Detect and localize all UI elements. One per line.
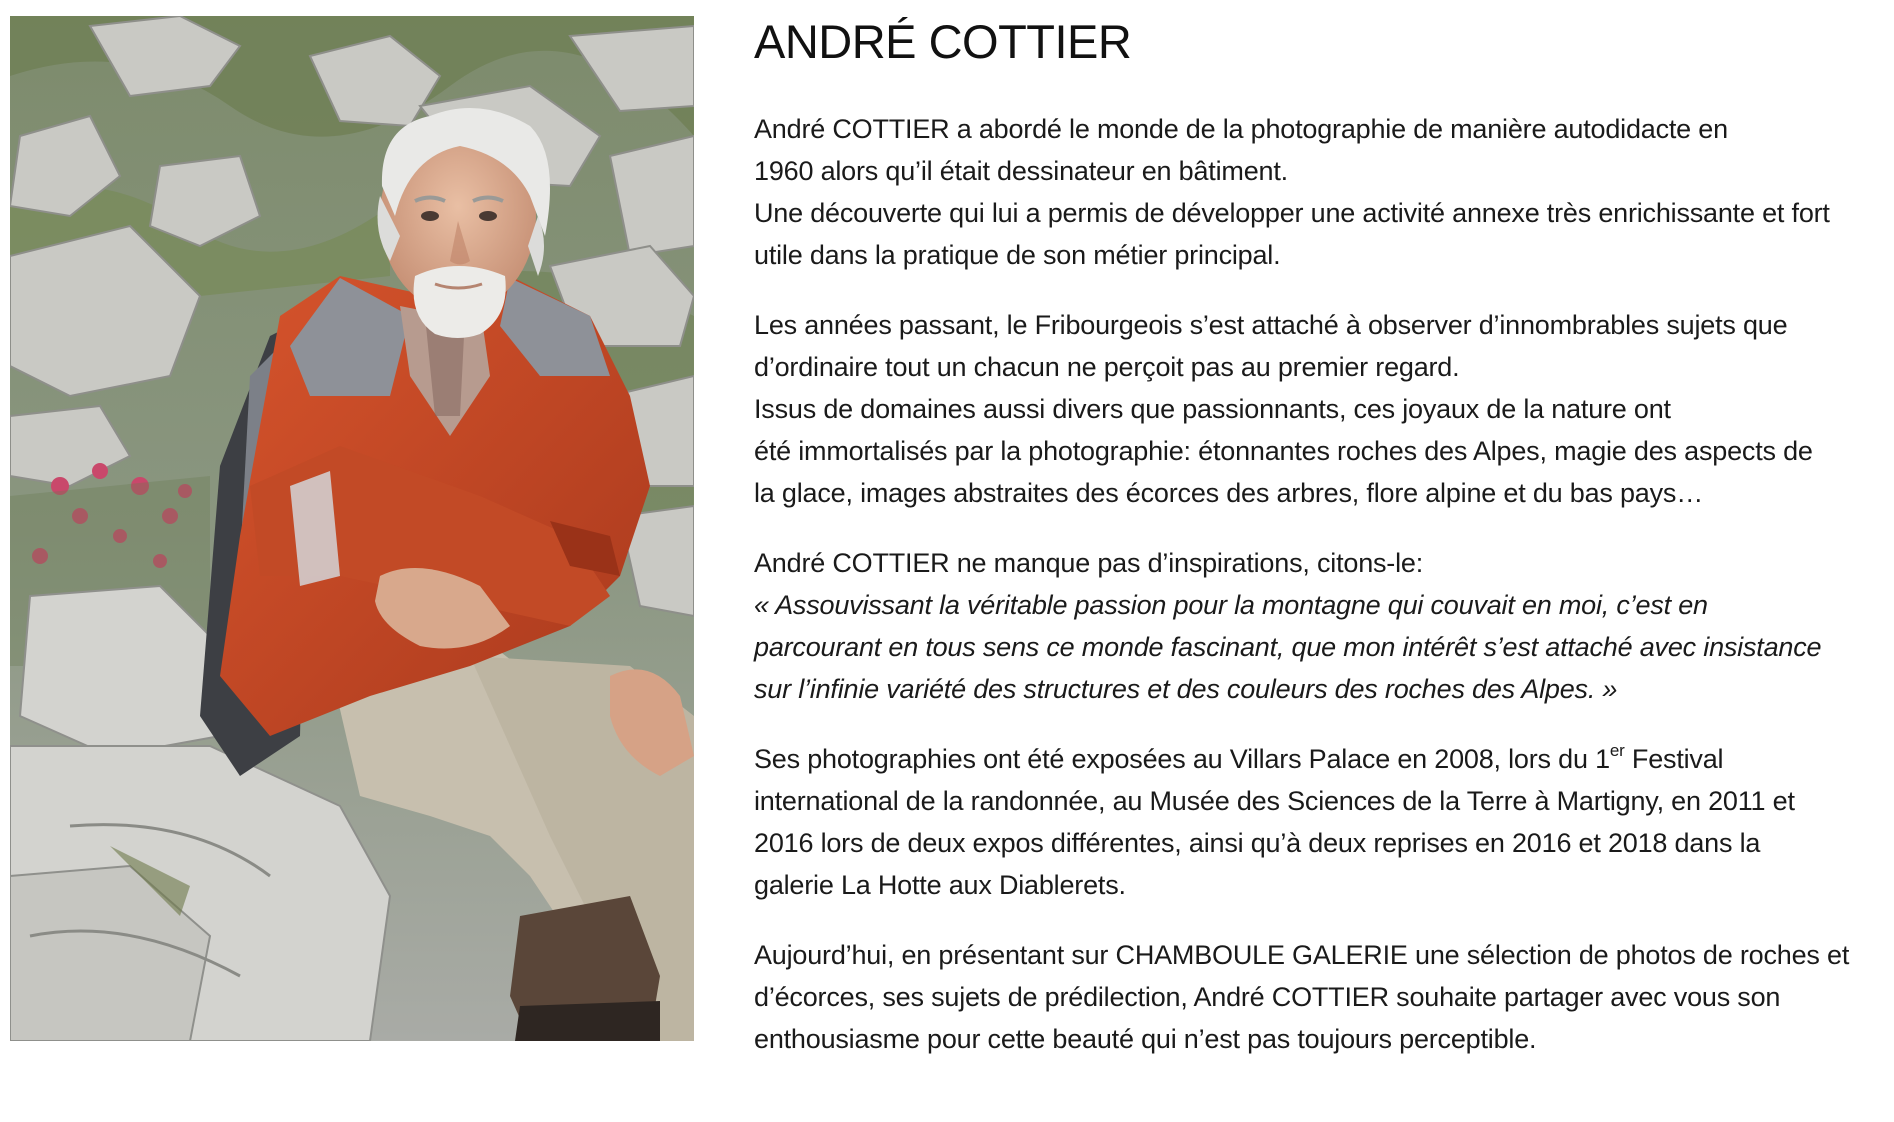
page-title: ANDRÉ COTTIER xyxy=(754,15,1132,68)
text-line: Aujourd’hui, en présentant sur CHAMBOULE GALERIE une sélection de photos de roches et xyxy=(754,940,1850,970)
text-line: la glace, images abstraites des écorces des arbres, flore alpine et du bas pays… xyxy=(754,478,1704,508)
bio-paragraph-2 xyxy=(754,304,1884,514)
text-line: Les années passant, le Fribourgeois s’est attaché à observer d’innombrables sujets que xyxy=(754,310,1788,340)
bio-paragraph-3 xyxy=(754,542,1884,710)
bio-paragraph-1 xyxy=(754,108,1884,276)
text-line: été immortalisés par la photographie: étonnantes roches des Alpes, magie des aspects de xyxy=(754,436,1813,466)
text-line: d’écorces, ses sujets de prédilection, André COTTIER souhaite partager avec vous son xyxy=(754,982,1781,1012)
text-line: André COTTIER a abordé le monde de la photographie de manière autodidacte en xyxy=(754,114,1728,144)
bio-paragraph-4 xyxy=(754,738,1884,906)
quote-intro: André COTTIER ne manque pas d’inspirations, citons-le: xyxy=(754,548,1424,578)
text-fragment: Ses photographies ont été exposées au Villars Palace en 2008, lors du 1 xyxy=(754,744,1610,774)
quote-line: sur l’infinie variété des structures et des couleurs des roches des Alpes. » xyxy=(754,674,1618,704)
quote-line: « Assouvissant la véritable passion pour la montagne qui couvait en moi, c’est en xyxy=(754,590,1708,620)
text-line: international de la randonnée, au Musée des Sciences de la Terre à Martigny, en 2011 et xyxy=(754,786,1795,816)
text-line: utile dans la pratique de son métier principal. xyxy=(754,240,1281,270)
text-line: d’ordinaire tout un chacun ne perçoit pas au premier regard. xyxy=(754,352,1460,382)
portrait-illustration xyxy=(10,16,694,1041)
ordinal-superscript: er xyxy=(1609,741,1625,760)
bio-paragraph-5 xyxy=(754,934,1884,1060)
text-line: 1960 alors qu’il était dessinateur en bâtiment. xyxy=(754,156,1288,186)
text-line: enthousiasme pour cette beauté qui n’est pas toujours perceptible. xyxy=(754,1024,1537,1054)
text-line: Issus de domaines aussi divers que passionnants, ces joyaux de la nature ont xyxy=(754,394,1671,424)
portrait-photo xyxy=(10,16,694,1041)
text-line: 2016 lors de deux expos différentes, ainsi qu’à deux reprises en 2016 et 2018 dans la xyxy=(754,828,1761,858)
text-line: Une découverte qui lui a permis de développer une activité annexe très enrichissante et fort xyxy=(754,198,1830,228)
text-line: galerie La Hotte aux Diablerets. xyxy=(754,870,1126,900)
biography-section xyxy=(754,14,1884,1088)
text-fragment: Festival xyxy=(1624,744,1724,774)
quote-block xyxy=(754,584,1884,710)
quote-line: parcourant en tous sens ce monde fascinant, que mon intérêt s’est attaché avec insistance xyxy=(754,632,1822,662)
text-line xyxy=(754,738,1884,780)
